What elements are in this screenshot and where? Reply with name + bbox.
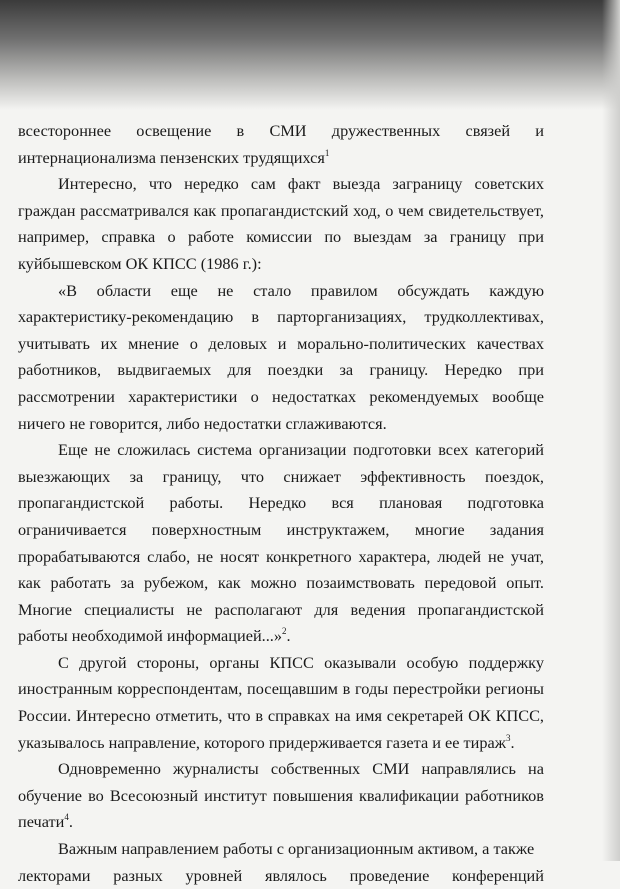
- word: проведение: [349, 865, 430, 885]
- scan-shadow-top: [0, 0, 620, 110]
- footnote-marker: 2: [282, 626, 287, 637]
- paragraph-text: Одновременно журналисты собственных СМИ направлялись на обучение во Всесоюзный институт повышения квалификации работников печати: [18, 759, 544, 832]
- paragraph-text: «В области еще не стало правилом обсуждать каждую характеристику-рекомендацию в парторганизациях, трудколлективах, учитывать их мнение о деловых и морально-политических качествах работников, выдвигаемых для поездки за границу. Нередко при рассмотрении характеристики о недостатках рекомендуемых вообще ничего не говорится, либо недостатки сглаживаются.: [18, 280, 544, 433]
- paragraph-text: С другой стороны, органы КПСС оказывали особую поддержку иностранным корреспондентам, посещавшим в годы перестройки регионы России. Интересно отметить, что в справках на имя секретарей ОК КПСС, указывалось направление, которого придерживается газета и ее тираж: [18, 652, 544, 752]
- word: лекторами: [18, 865, 91, 885]
- punctuation: .: [68, 812, 73, 832]
- punctuation: .: [286, 626, 291, 646]
- scan-shadow-right: [602, 0, 620, 861]
- word: являлось: [264, 865, 327, 885]
- paragraph-5: [18, 650, 544, 756]
- paragraph-7-last-line: [18, 863, 544, 889]
- paragraph-2: [18, 171, 544, 277]
- paragraph-text: Интересно, что нередко сам факт выезда заграницу советских граждан рассматривался как пропагандистский ход, о чем свидетельствует, например, справка о работе комиссии по выездам за границу при куйбышевском ОК КПСС (1986 г.):: [18, 174, 544, 273]
- word: разных: [113, 865, 163, 885]
- paragraph-3-quote: [18, 278, 544, 438]
- footnote-marker: 1: [324, 147, 330, 158]
- paragraph-1: [18, 118, 544, 171]
- word: уровней: [185, 865, 243, 885]
- paragraph-7: [18, 836, 544, 863]
- footnote-marker: 3: [506, 732, 511, 743]
- paragraph-4-quote: [18, 437, 544, 650]
- word: конференций: [452, 865, 544, 885]
- paragraph-text: Еще не сложилась система организации подготовки всех категорий выезжающих за границу, что снижает эффективность поездок, пропагандистской работы. Нередко вся плановая подготовка ограничивается поверхностным инструктажем, многие задания прорабатываются слабо, не носят конкретного характера, людей не учат, как работать за рубежом, как можно позаимствовать передовой опыт. Многие специалисты не располагают для ведения пропагандистской работы необходимой информацией...»: [18, 440, 544, 646]
- punctuation: .: [510, 732, 515, 752]
- paragraph-text: Важным направлением работы с организационным активом, а также: [58, 839, 535, 859]
- paragraph-text: всестороннее освещение в СМИ дружественных связей и интернационализма пензенских трудящихся: [18, 121, 544, 167]
- paragraph-6: [18, 756, 544, 836]
- footnote-marker: 4: [64, 812, 69, 823]
- document-page: [18, 118, 544, 889]
